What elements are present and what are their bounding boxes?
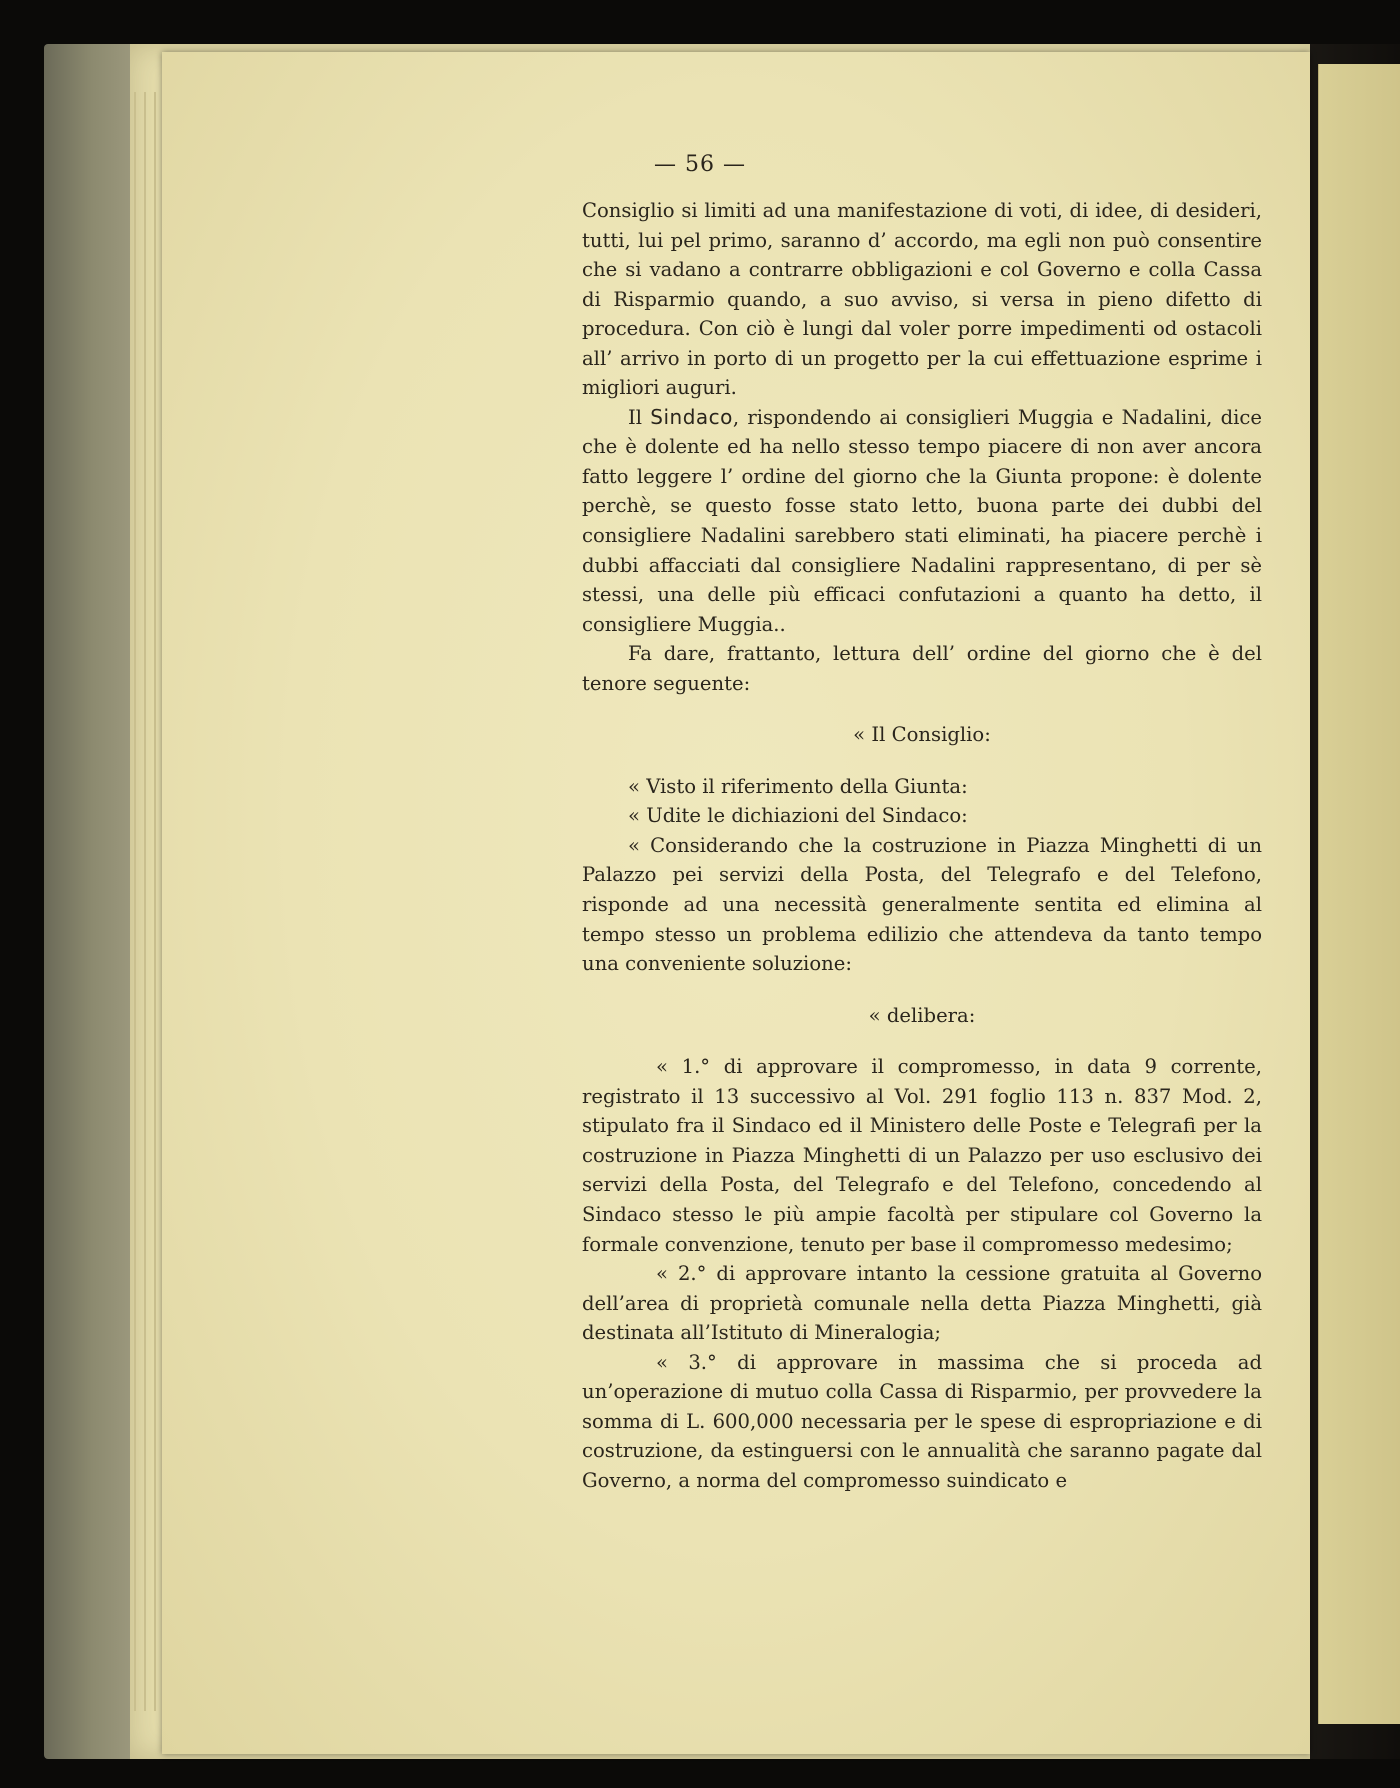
delibera-item-3: « 3.° di approvare in massima che si proceda ad un’operazione di mutuo colla Cassa di Risparmio, per provvedere la somma di L. 600,000 necessaria per le spese di espropriazione e di costruzione, da estinguersi con le annualità che saranno pagate dal Governo, a norma del compromesso suindicato e <box>582 1350 1262 1492</box>
delibera-item-2: « 2.° di approvare intanto la cessione gratuita al Governo dell’area di proprietà comunale nella detta Piazza Minghetti, già destinata all’Istituto di Mineralogia; <box>582 1262 1262 1345</box>
paragraph-continuation: Consiglio si limiti ad una manifestazione di voti, di idee, di desideri, tutti, lui pel primo, saranno d’ accordo, ma egli non può consentire che si vadano a contrarre obbligazioni e col Governo e colla Cassa di Risparmio quando, a suo avviso, si versa in pieno difetto di procedura. Con ciò è lungi dal voler porre impedimenti od ostacoli all’ arrivo in porto di un progetto per la cui effettuazione esprime i migliori auguri. <box>582 199 1262 400</box>
page-edge-line <box>134 92 136 1711</box>
resolution-heading: « Il Consiglio: <box>853 723 991 747</box>
resolution-clause: « Udite le dichiazioni del Sindaco: <box>628 804 968 828</box>
paragraph-prefix: Il <box>628 405 651 429</box>
next-page-edge <box>1318 64 1400 1724</box>
page-body-text <box>582 196 1262 1495</box>
page-number: — 56 — <box>654 152 746 177</box>
page-edge-line <box>154 92 156 1711</box>
speaker-name: Sindaco <box>650 404 733 429</box>
paragraph-speaker-text: , rispondendo ai consiglieri Muggia e Nadalini, dice che è dolente ed ha nello stesso tempo piacere di non aver ancora fatto leggere l’ ordine del giorno che la Giunta propone: è dolente perchè, se questo fosse stato letto, buona parte dei dubbi del consigliere Nadalini sarebbero stati eliminati, ha piacere perchè i dubbi affacciati dal consigliere Nadalini rappresentano, di per sè stessi, una delle più efficaci confutazioni a quanto ha detto, il consigliere Muggia.. <box>582 405 1262 636</box>
resolution-clause: « Considerando che la costruzione in Piazza Minghetti di un Palazzo pei servizi della Posta, del Telegrafo e del Telefono, risponde ad una necessità generalmente sentita ed elimina al tempo stesso un problema edilizio che attendeva da tanto tempo una conveniente soluzione: <box>582 833 1262 976</box>
paragraph-speaker <box>582 403 1262 639</box>
paragraph-reading: Fa dare, frattanto, lettura dell’ ordine del giorno che è del tenore seguente: <box>582 642 1262 695</box>
page-edge-line <box>144 92 146 1711</box>
delibera-heading: « delibera: <box>868 1003 976 1027</box>
resolution-clause: « Visto il riferimento della Giunta: <box>628 774 968 798</box>
delibera-item-1: « 1.° di approvare il compromesso, in data 9 corrente, registrato il 13 successivo al Vol. 291 foglio 113 n. 837 Mod. 2, stipulato fra il Sindaco ed il Ministero delle Poste e Telegrafi per la costruzione in Piazza Minghetti di un Palazzo per uso esclusivo dei servizi della Posta, del Telegrafo e del Telefono, concedendo al Sindaco stesso le più ampie facoltà per stipulare col Governo la formale convenzione, tenuto per base il compromesso medesimo; <box>582 1055 1262 1256</box>
